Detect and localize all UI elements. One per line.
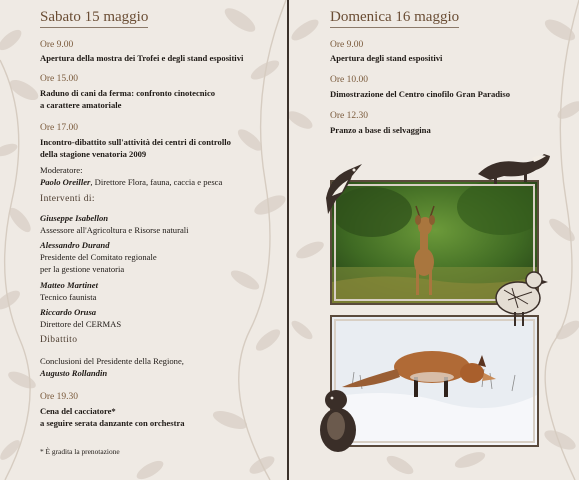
sunday-title: Domenica 16 maggio — [330, 9, 459, 28]
event-description: a seguire serata danzante con orchestra — [40, 418, 185, 428]
moderator-name: Paolo Oreiller — [40, 177, 91, 187]
interventi-heading: Interventi di: — [40, 194, 95, 204]
conclusion-text: Conclusioni del Presidente della Regione, — [40, 356, 184, 366]
event-time: Ore 17.00 — [40, 123, 78, 133]
event-time: Ore 9.00 — [330, 40, 364, 50]
center-divider — [287, 0, 289, 480]
event-description: Incontro-dibattito sull'attività dei centri di controllo — [40, 137, 231, 147]
moderator-line — [40, 177, 222, 189]
event-time: Ore 10.00 — [330, 75, 368, 85]
footnote: * È gradita la prenotazione — [40, 447, 120, 456]
event-time: Ore 12.30 — [330, 111, 368, 121]
weasel-illustration — [474, 144, 552, 186]
speaker-role: per la gestione venatoria — [40, 264, 125, 274]
event-description: Apertura degli stand espositivi — [330, 53, 443, 63]
event-description: Dimostrazione del Centro cinofilo Gran Paradiso — [330, 89, 511, 99]
marmot-illustration — [312, 386, 364, 456]
speaker-role: Tecnico faunista — [40, 292, 97, 302]
dibattito-heading: Dibattito — [40, 335, 78, 345]
speaker-role: Direttore del CERMAS — [40, 319, 122, 329]
event-description: Raduno di cani da ferma: confronto cinotecnico — [40, 88, 216, 98]
speaker-role: Presidente del Comitato regionale — [40, 252, 157, 262]
saturday-title: Sabato 15 maggio — [40, 9, 148, 28]
event-description: Pranzo a base di selvaggina — [330, 125, 431, 135]
event-description: Cena del cacciatore* — [40, 406, 116, 416]
moderator-label: Moderatore: — [40, 165, 83, 175]
event-time: Ore 15.00 — [40, 74, 78, 84]
speaker-name: Giuseppe Isabellon — [40, 213, 109, 223]
event-description: a carattere amatoriale — [40, 100, 122, 110]
bird-illustration — [318, 158, 368, 218]
speaker-name: Matteo Martinet — [40, 280, 99, 290]
speaker-role: Assessore all'Agricoltura e Risorse naturali — [40, 225, 189, 235]
speaker-name: Alessandro Durand — [40, 240, 110, 250]
event-time: Ore 19.30 — [40, 392, 78, 402]
event-description: Apertura della mostra dei Trofei e degli stand espositivi — [40, 53, 244, 63]
event-description: della stagione venatoria 2009 — [40, 149, 147, 159]
conclusion-name: Augusto Rollandin — [40, 368, 108, 378]
partridge-illustration — [488, 260, 550, 330]
event-time: Ore 9.00 — [40, 40, 74, 50]
moderator-role: , Direttore Flora, fauna, caccia e pesca — [90, 177, 223, 187]
speaker-name: Riccardo Orusa — [40, 307, 97, 317]
